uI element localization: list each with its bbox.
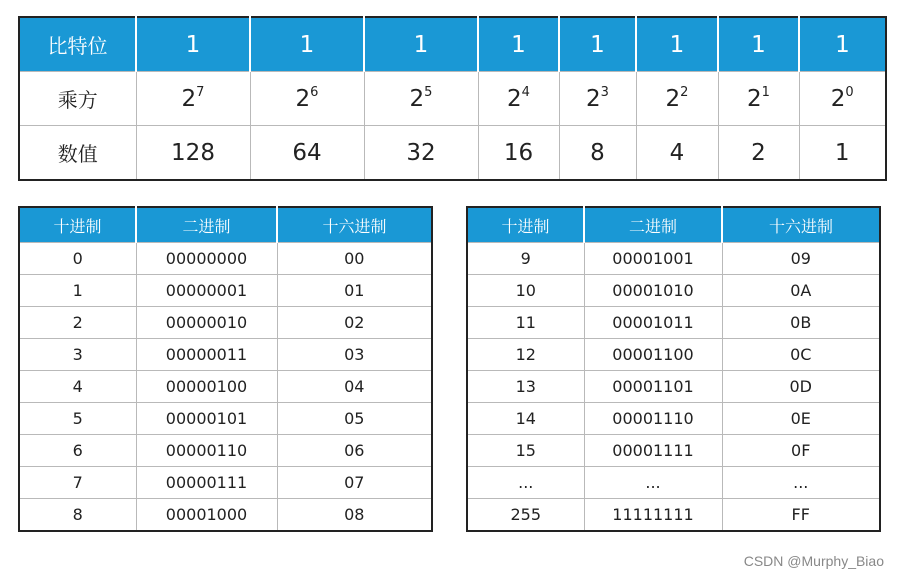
bit-weight-table [18,16,887,181]
power-base: 2 [586,85,601,112]
bit-cell: 1 [636,17,718,72]
value-cell: 8 [559,126,636,181]
power-base: 2 [507,85,522,112]
hex-cell: 0F [722,435,880,467]
decimal-cell: 3 [19,339,136,371]
hex-header: 十六进制 [722,207,880,243]
hex-cell: 06 [277,435,432,467]
binary-cell: 00000101 [136,403,277,435]
table-row [19,307,432,339]
value-row [19,126,886,181]
decimal-header: 十进制 [467,207,584,243]
power-base: 2 [181,85,197,112]
decimal-cell: 5 [19,403,136,435]
power-cell [636,72,718,126]
value-cell: 16 [478,126,559,181]
binary-cell: 00001011 [584,307,722,339]
conversion-table-left [18,206,433,532]
power-base: 2 [830,85,846,112]
power-cell [478,72,559,126]
table-row [467,243,880,275]
binary-cell: 11111111 [584,499,722,532]
binary-cell: 00001111 [584,435,722,467]
conversion-table-right-body [467,207,880,531]
table-row [19,499,432,532]
power-cell [364,72,478,126]
bit-row [19,17,886,72]
table-row [467,371,880,403]
hex-cell: 0E [722,403,880,435]
table-row [19,403,432,435]
hex-cell: 08 [277,499,432,532]
bit-cell: 1 [364,17,478,72]
conversion-table-right [466,206,881,532]
decimal-cell: ... [467,467,584,499]
bit-cell: 1 [559,17,636,72]
value-cell: 1 [799,126,886,181]
binary-cell: 00000111 [136,467,277,499]
binary-cell: 00001110 [584,403,722,435]
hex-cell: ... [722,467,880,499]
binary-cell: 00000010 [136,307,277,339]
power-exponent: 0 [845,84,854,100]
decimal-cell: 1 [19,275,136,307]
binary-cell: 00000011 [136,339,277,371]
power-exponent: 1 [761,84,770,100]
binary-cell: ... [584,467,722,499]
hex-cell: 00 [277,243,432,275]
decimal-cell: 6 [19,435,136,467]
bit-cell: 1 [478,17,559,72]
value-cell: 2 [718,126,799,181]
binary-cell: 00000000 [136,243,277,275]
hex-cell: 0A [722,275,880,307]
hex-cell: 04 [277,371,432,403]
decimal-cell: 11 [467,307,584,339]
bit-row-label: 比特位 [19,17,136,72]
decimal-cell: 8 [19,499,136,532]
decimal-cell: 15 [467,435,584,467]
table-row [467,307,880,339]
hex-cell: 09 [722,243,880,275]
hex-cell: 01 [277,275,432,307]
hex-cell: 0D [722,371,880,403]
hex-cell: 0C [722,339,880,371]
table-row [19,243,432,275]
bit-cell: 1 [250,17,364,72]
table-row [467,403,880,435]
binary-cell: 00001000 [136,499,277,532]
conversion-table-left-body [19,207,432,531]
decimal-header: 十进制 [19,207,136,243]
table-row [19,275,432,307]
value-cell: 4 [636,126,718,181]
binary-cell: 00001100 [584,339,722,371]
power-exponent: 4 [521,84,530,100]
table-row [467,339,880,371]
bit-cell: 1 [136,17,250,72]
value-row-label: 数值 [19,126,136,181]
table-row [19,467,432,499]
value-cell: 32 [364,126,478,181]
value-cell: 64 [250,126,364,181]
hex-cell: 05 [277,403,432,435]
power-cell [799,72,886,126]
decimal-cell: 2 [19,307,136,339]
decimal-cell: 12 [467,339,584,371]
power-row-label: 乘方 [19,72,136,126]
binary-cell: 00001001 [584,243,722,275]
hex-cell: 03 [277,339,432,371]
power-exponent: 3 [600,84,609,100]
power-cell [250,72,364,126]
table-row [19,339,432,371]
power-exponent: 7 [196,84,205,100]
power-base: 2 [747,85,762,112]
power-cell [559,72,636,126]
power-row [19,72,886,126]
power-exponent: 6 [310,84,319,100]
power-cell [718,72,799,126]
hex-cell: 02 [277,307,432,339]
binary-cell: 00000001 [136,275,277,307]
hex-header: 十六进制 [277,207,432,243]
binary-cell: 00001010 [584,275,722,307]
decimal-cell: 14 [467,403,584,435]
hex-cell: FF [722,499,880,532]
hex-cell: 0B [722,307,880,339]
decimal-cell: 10 [467,275,584,307]
table-row [467,275,880,307]
binary-header: 二进制 [136,207,277,243]
value-cell: 128 [136,126,250,181]
bit-cell: 1 [718,17,799,72]
decimal-cell: 0 [19,243,136,275]
table-row [467,499,880,532]
decimal-cell: 7 [19,467,136,499]
binary-cell: 00000100 [136,371,277,403]
table-row [19,435,432,467]
table-header-row [19,207,432,243]
power-exponent: 5 [424,84,433,100]
table-row [467,467,880,499]
decimal-cell: 255 [467,499,584,532]
power-base: 2 [665,85,681,112]
decimal-cell: 4 [19,371,136,403]
decimal-cell: 9 [467,243,584,275]
power-base: 2 [295,85,311,112]
table-row [19,371,432,403]
decimal-cell: 13 [467,371,584,403]
bit-cell: 1 [799,17,886,72]
power-cell [136,72,250,126]
table-row [467,435,880,467]
power-base: 2 [409,85,425,112]
binary-header: 二进制 [584,207,722,243]
binary-cell: 00000110 [136,435,277,467]
watermark: CSDN @Murphy_Biao [743,553,884,569]
table-header-row [467,207,880,243]
hex-cell: 07 [277,467,432,499]
binary-cell: 00001101 [584,371,722,403]
power-exponent: 2 [680,84,689,100]
